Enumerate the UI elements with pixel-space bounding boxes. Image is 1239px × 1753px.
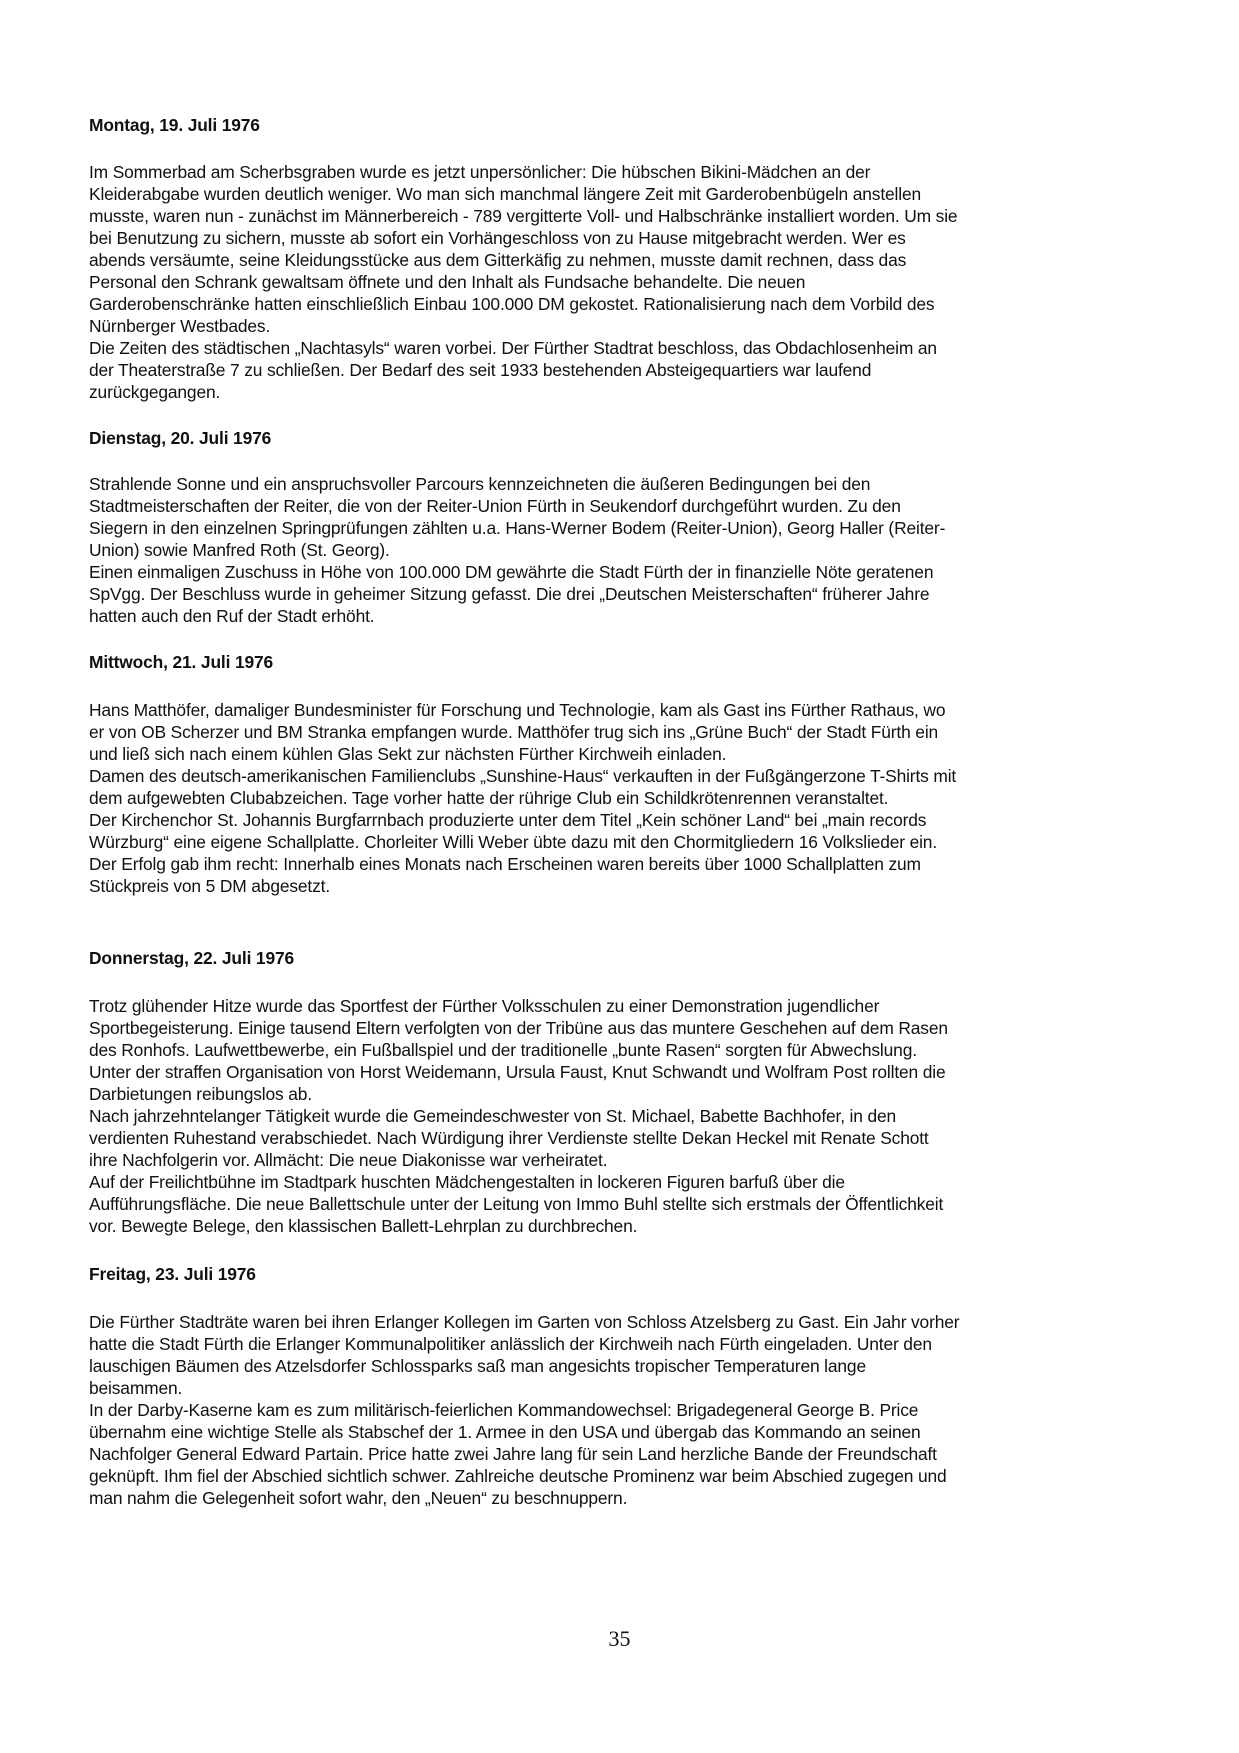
text-line: zurückgegangen. xyxy=(89,382,221,402)
section-heading: Freitag, 23. Juli 1976 xyxy=(89,1264,256,1284)
page-number: 35 xyxy=(608,1626,631,1651)
text-line: Einen einmaligen Zuschuss in Höhe von 100.000 DM gewährte die Stadt Fürth der in finanzielle Nöte geratenen xyxy=(89,562,934,582)
section-heading: Donnerstag, 22. Juli 1976 xyxy=(89,948,295,968)
text-line: Unter der straffen Organisation von Horst Weidemann, Ursula Faust, Knut Schwandt und Wolfram Post rollten die xyxy=(89,1062,946,1082)
text-line: Sportbegeisterung. Einige tausend Eltern verfolgten von der Tribüne aus das muntere Geschehen auf dem Rasen xyxy=(89,1018,948,1038)
text-line: lauschigen Bäumen des Atzelsdorfer Schlossparks saß man angesichts tropischer Temperaturen lange xyxy=(89,1356,866,1376)
text-line: Nach jahrzehntelanger Tätigkeit wurde die Gemeindeschwester von St. Michael, Babette Bachhofer, in den xyxy=(89,1106,897,1126)
section-heading: Mittwoch, 21. Juli 1976 xyxy=(89,652,274,672)
text-line: Garderobenschränke hatten einschließlich Einbau 100.000 DM gekostet. Rationalisierung nach dem Vorbild des xyxy=(89,294,935,314)
text-line: SpVgg. Der Beschluss wurde in geheimer Sitzung gefasst. Die drei „Deutschen Meisterschaften“ früherer Jahre xyxy=(89,584,930,604)
text-line: ihre Nachfolgerin vor. Allmächt: Die neue Diakonisse war verheiratet. xyxy=(89,1150,608,1170)
section-heading: Dienstag, 20. Juli 1976 xyxy=(89,428,272,448)
text-line: Stadtmeisterschaften der Reiter, die von der Reiter-Union Fürth in Seukendorf durchgeführt wurden. Zu den xyxy=(89,496,901,516)
text-line: er von OB Scherzer und BM Stranka empfangen wurde. Matthöfer trug sich ins „Grüne Buch“ der Stadt Fürth ein xyxy=(89,722,939,742)
text-line: Darbietungen reibungslos ab. xyxy=(89,1084,312,1104)
text-line: hatten auch den Ruf der Stadt erhöht. xyxy=(89,606,375,626)
section-heading: Montag, 19. Juli 1976 xyxy=(89,115,260,135)
text-line: Die Zeiten des städtischen „Nachtasyls“ waren vorbei. Der Fürther Stadtrat beschloss, das Obdachlosenheim an xyxy=(89,338,937,358)
text-line: Siegern in den einzelnen Springprüfungen zählten u.a. Hans-Werner Bodem (Reiter-Union), Georg Haller (Reiter- xyxy=(89,518,946,538)
text-line: In der Darby-Kaserne kam es zum militärisch-feierlichen Kommandowechsel: Brigadegeneral George B. Price xyxy=(89,1400,919,1420)
text-line: hatte die Stadt Fürth die Erlanger Kommunalpolitiker anlässlich der Kirchweih nach Fürth eingeladen. Unter den xyxy=(89,1334,932,1354)
text-line: Damen des deutsch-amerikanischen Familienclubs „Sunshine-Haus“ verkauften in der Fußgängerzone T-Shirts mit xyxy=(89,766,957,786)
text-line: Aufführungsfläche. Die neue Ballettschule unter der Leitung von Immo Buhl stellte sich erstmals der Öffentlichkeit xyxy=(89,1194,944,1214)
text-line: Personal den Schrank gewaltsam öffnete und den Inhalt als Fundsache behandelte. Die neuen xyxy=(89,272,806,292)
text-line: Hans Matthöfer, damaliger Bundesminister für Forschung und Technologie, kam als Gast ins Fürther Rathaus, wo xyxy=(89,700,946,720)
text-line: vor. Bewegte Belege, den klassischen Ballett-Lehrplan zu durchbrechen. xyxy=(89,1216,638,1236)
text-line: Würzburg“ eine eigene Schallplatte. Chorleiter Willi Weber übte dazu mit den Chormitgliedern 16 Volkslieder ein. xyxy=(89,832,938,852)
text-line: man nahm die Gelegenheit sofort wahr, den „Neuen“ zu beschnuppern. xyxy=(89,1488,628,1508)
text-line: Der Kirchenchor St. Johannis Burgfarrnbach produzierte unter dem Titel „Kein schöner Land“ bei „main records xyxy=(89,810,927,830)
text-line: Auf der Freilichtbühne im Stadtpark huschten Mädchengestalten in lockeren Figuren barfuß über die xyxy=(89,1172,845,1192)
text-line: Die Fürther Stadträte waren bei ihren Erlanger Kollegen im Garten von Schloss Atzelsberg zu Gast. Ein Jahr vorher xyxy=(89,1312,960,1332)
text-line: Strahlende Sonne und ein anspruchsvoller Parcours kennzeichneten die äußeren Bedingungen bei den xyxy=(89,474,871,494)
text-line: und ließ sich nach einem kühlen Glas Sekt zur nächsten Fürther Kirchweih einladen. xyxy=(89,744,727,764)
text-line: verdienten Ruhestand verabschiedet. Nach Würdigung ihrer Verdienste stellte Dekan Heckel mit Renate Schott xyxy=(89,1128,929,1148)
text-line: geknüpft. Ihm fiel der Abschied sichtlich schwer. Zahlreiche deutsche Prominenz war beim Abschied zugegen und xyxy=(89,1466,947,1486)
text-line: dem aufgewebten Clubabzeichen. Tage vorher hatte der rührige Club ein Schildkrötenrennen veranstaltet. xyxy=(89,788,889,808)
text-line: abends versäumte, seine Kleidungsstücke aus dem Gitterkäfig zu nehmen, musste damit rechnen, dass das xyxy=(89,250,907,270)
text-line: Nachfolger General Edward Partain. Price hatte zwei Jahre lang für sein Land herzliche Bande der Freundschaft xyxy=(89,1444,937,1464)
text-line: Union) sowie Manfred Roth (St. Georg). xyxy=(89,540,390,560)
text-line: Der Erfolg gab ihm recht: Innerhalb eines Monats nach Erscheinen waren bereits über 1000 Schallplatten zum xyxy=(89,854,921,874)
text-line: Stückpreis von 5 DM abgesetzt. xyxy=(89,876,331,896)
text-line: bei Benutzung zu sichern, musste ab sofort ein Vorhängeschloss von zu Hause mitgebracht werden. Wer es xyxy=(89,228,906,248)
text-line: musste, waren nun - zunächst im Männerbereich - 789 vergitterte Voll- und Halbschränke installiert worden. Um sie xyxy=(89,206,958,226)
text-line: beisammen. xyxy=(89,1378,183,1398)
text-line: Nürnberger Westbades. xyxy=(89,316,271,336)
text-line: Trotz glühender Hitze wurde das Sportfest der Fürther Volksschulen zu einer Demonstration jugendlicher xyxy=(89,996,880,1016)
text-line: der Theaterstraße 7 zu schließen. Der Bedarf des seit 1933 bestehenden Absteigequartiers war laufend xyxy=(89,360,872,380)
text-line: Im Sommerbad am Scherbsgraben wurde es jetzt unpersönlicher: Die hübschen Bikini-Mädchen an der xyxy=(89,162,871,182)
text-line: Kleiderabgabe wurden deutlich weniger. Wo man sich manchmal längere Zeit mit Garderobenbügeln anstellen xyxy=(89,184,922,204)
text-line: des Ronhofs. Laufwettbewerbe, ein Fußballspiel und der traditionelle „bunte Rasen“ sorgten für Abwechslung. xyxy=(89,1040,917,1060)
text-line: übernahm eine wichtige Stelle als Stabschef der 1. Armee in den USA und übergab das Kommando an seinen xyxy=(89,1422,921,1442)
